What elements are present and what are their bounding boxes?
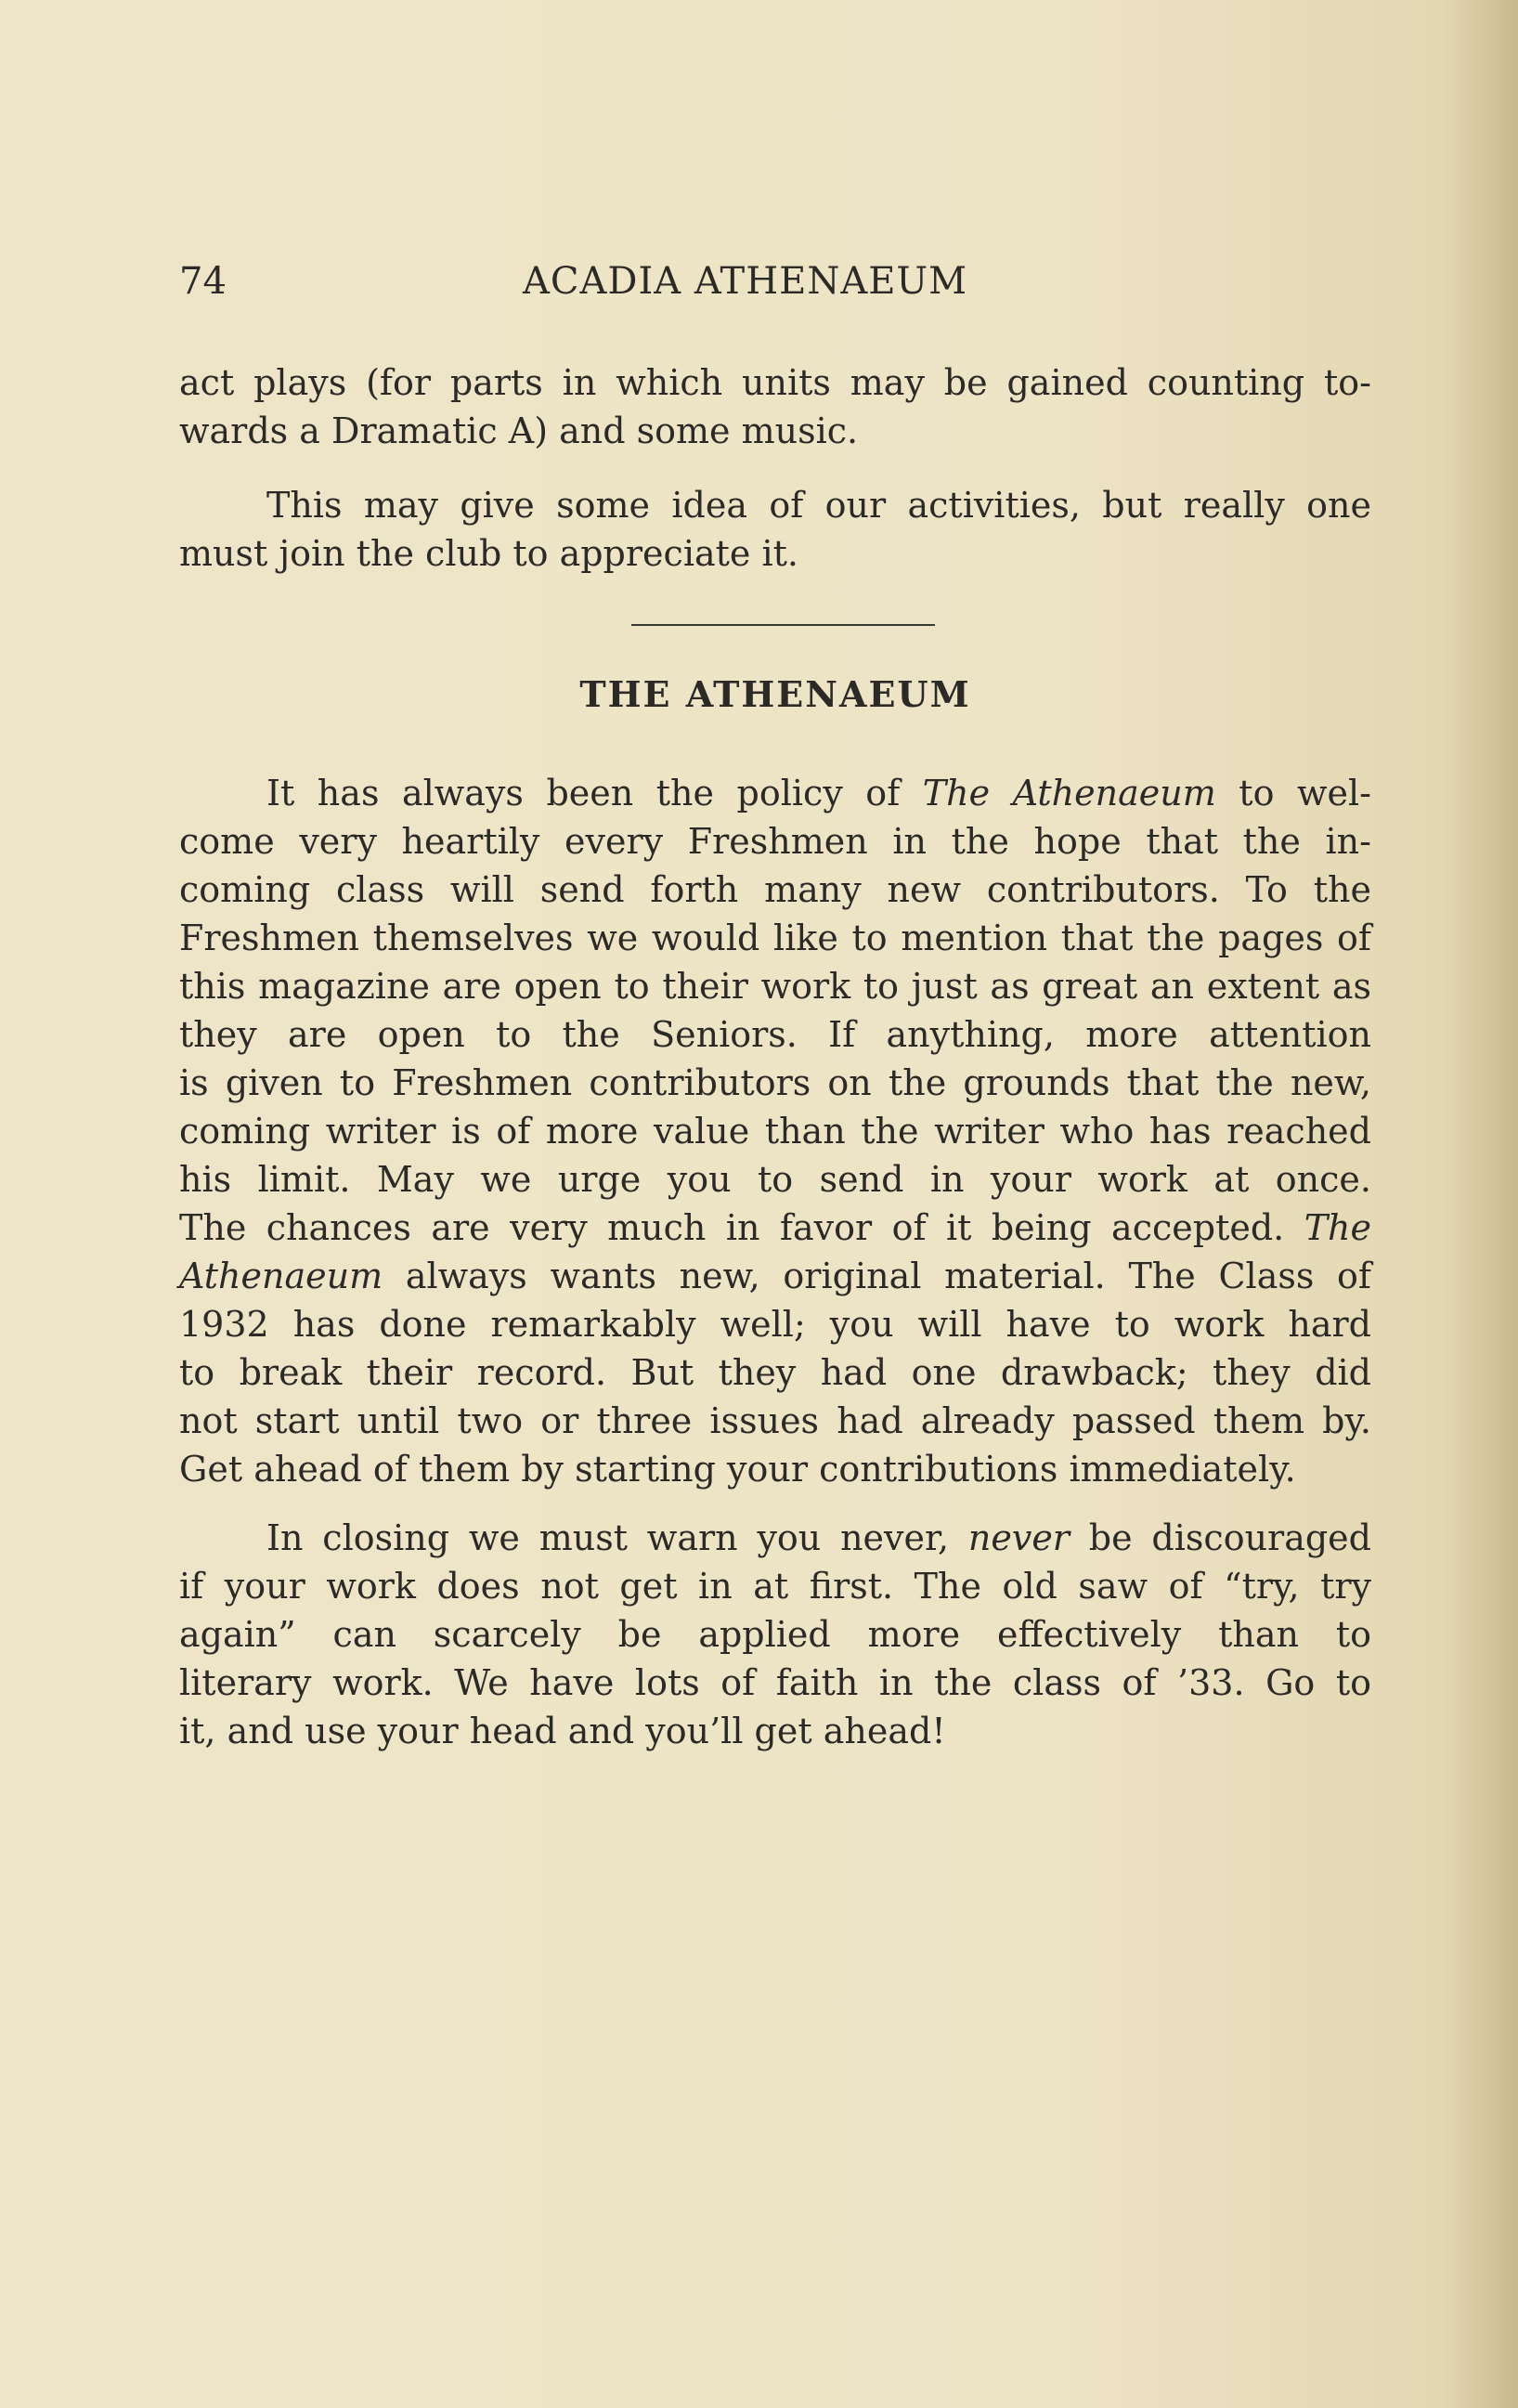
text-line: Freshmen themselves we would like to mention that the pages of [179,918,1371,958]
text-line [179,1514,1371,1562]
section-heading: THE ATHENAEUM [579,673,971,715]
text-line: Get ahead of them by starting your contributions immediately. [179,1449,1296,1490]
paragraph-closing [179,1514,1371,1755]
text-line [179,1204,1371,1252]
text-segment: to wel- [1215,773,1371,814]
text-segment: It has always been the policy of [266,773,923,814]
text-line [179,1252,1371,1300]
text-line: act plays (for parts in which units may be gained counting to- [179,362,1371,403]
text-segment: The chances are very much in favor of it being accepted. [179,1207,1304,1248]
paragraph-continuation [179,358,1371,455]
text-line [179,769,1371,817]
text-line: this magazine are open to their work to just as great an extent as [179,966,1371,1007]
text-line: This may give some idea of our activities, but really one [266,485,1371,526]
text-segment: always wants new, original material. The Class of [383,1256,1371,1296]
italic-emphasis: never [967,1517,1070,1558]
text-line: coming writer is of more value than the writer who has reached [179,1111,1371,1152]
journal-title: ACADIA ATHENAEUM [523,260,968,303]
text-line: to break their record. But they had one drawback; they did [179,1352,1371,1393]
text-line: wards a Dramatic A) and some music. [179,410,859,451]
text-line: coming class will send forth many new contributors. To the [179,869,1371,910]
page-number: 74 [179,260,227,303]
italic-title: Athenaeum [179,1256,383,1296]
text-segment: In closing we must warn you never, [266,1517,968,1558]
italic-title: The [1304,1207,1371,1248]
text-line: come very heartily every Freshmen in the hope that the in- [179,821,1371,862]
text-line: must join the club to appreciate it. [179,533,798,574]
paragraph-policy [179,769,1371,1493]
text-line: is given to Freshmen contributors on the grounds that the new, [179,1062,1371,1103]
text-line: if your work does not get in at first. The old saw of “try, try [179,1566,1371,1607]
text-line: again” can scarcely be applied more effectively than to [179,1614,1371,1655]
section-divider [631,624,935,626]
paragraph-activities [179,481,1371,578]
text-segment: be discouraged [1069,1517,1372,1558]
text-line: his limit. May we urge you to send in your work at once. [179,1159,1371,1200]
text-line: it, and use your head and you’ll get ahead! [179,1711,946,1751]
text-line: not start until two or three issues had already passed them by. [179,1400,1371,1441]
italic-title: The Athenaeum [922,773,1216,814]
text-line: literary work. We have lots of faith in the class of ’33. Go to [179,1662,1371,1703]
text-line: 1932 has done remarkably well; you will have to work hard [179,1304,1371,1345]
text-line: they are open to the Seniors. If anything, more attention [179,1014,1371,1055]
running-head [179,260,1371,316]
